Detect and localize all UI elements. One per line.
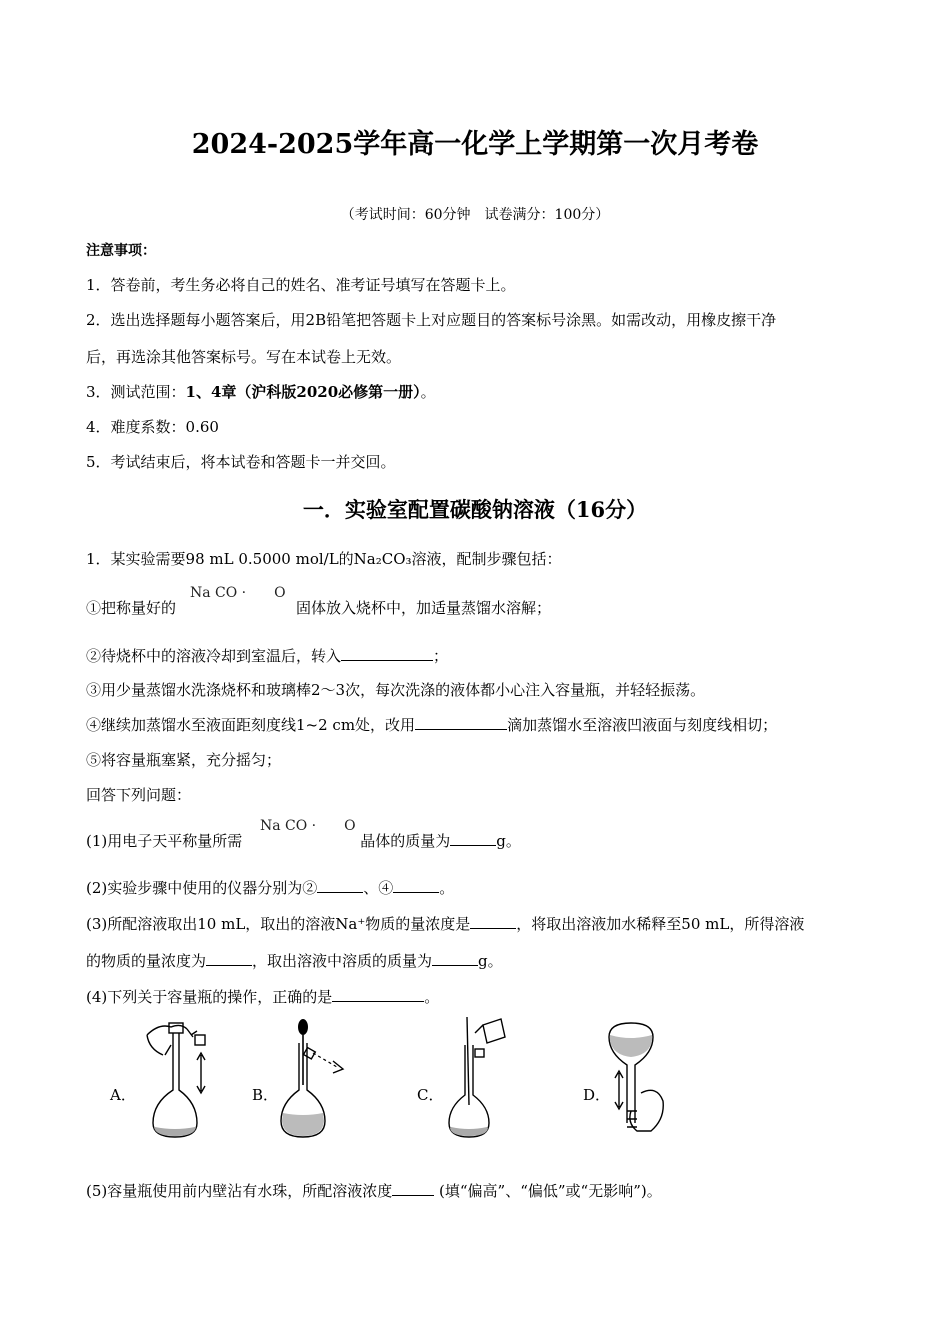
notice-3-label: 3．测试范围： <box>86 383 186 401</box>
part-2-blank-1[interactable] <box>317 878 363 893</box>
step-1-text-a: ①把称量好的 <box>86 599 177 617</box>
part-2-end: 。 <box>439 879 455 897</box>
q1-step-2 <box>86 645 448 666</box>
notice-2a: 2．选出选择题每小题答案后，用2B铅笔把答题卡上对应题目的答案标号涂黑。如需改动，用橡皮擦干净 <box>86 311 777 329</box>
part-1-text-a: (1)用电子天平称量所需 <box>86 832 243 850</box>
step-2-text: ②待烧杯中的溶液冷却到室温后，转入 <box>86 647 342 665</box>
part-5-text-b: (填“偏高”、“偏低”或“无影响”)。 <box>434 1182 662 1200</box>
notice-3-range: 1、4章（沪科版2020必修第一册） <box>185 383 421 401</box>
flask-figure-a <box>135 1015 225 1140</box>
part-1-unit: g。 <box>496 832 521 850</box>
q1-part-3a <box>86 913 804 934</box>
step-2-end: ； <box>433 647 449 665</box>
step-4-text-b: 滴加蒸馏水至溶液凹液面与刻度线相切； <box>507 716 778 734</box>
step-1-text-b: 固体放入烧杯中，加适量蒸馏水溶解； <box>296 599 552 617</box>
part-3-blank-2[interactable] <box>206 951 252 966</box>
part-5-blank[interactable] <box>392 1181 434 1196</box>
q1-part-5 <box>86 1180 662 1201</box>
q1-step-1 <box>86 597 551 618</box>
q1-step-3: ③用少量蒸馏水洗涤烧杯和玻璃棒2～3次，每次洗涤的液体都小心注入容量瓶，并轻轻振荡。 <box>86 681 706 699</box>
formula-na2co3-hydrate-1: Na CO · O <box>190 585 286 601</box>
part-3-text-c: 的物质的量浓度为 <box>86 952 207 970</box>
option-b-label: B． <box>252 1086 279 1104</box>
part-3-text-b: ，将取出溶液加水稀释至50 mL，所得溶液 <box>516 915 805 933</box>
page-title: 2024-2025学年高一化学上学期第一次月考卷 <box>191 129 759 160</box>
notice-1: 1．答卷前，考生务必将自己的姓名、准考证号填写在答题卡上。 <box>86 276 516 294</box>
part-4-text: (4)下列关于容量瓶的操作，正确的是 <box>86 988 333 1006</box>
part-2-blank-2[interactable] <box>393 878 439 893</box>
step-4-text-a: ④继续加蒸馏水至液面距刻度线1~2 cm处，改用 <box>86 716 416 734</box>
part-1-text-b: 晶体的质量为 <box>360 832 451 850</box>
step-2-blank[interactable] <box>341 646 433 661</box>
q1-answer-intro: 回答下列问题： <box>86 786 192 804</box>
flask-figure-d <box>605 1015 675 1140</box>
exam-info: （考试时间：60分钟 试卷满分：100分） <box>340 207 610 223</box>
q1-part-2 <box>86 877 454 898</box>
notice-3 <box>86 381 436 402</box>
part-2-text-b: 、④ <box>363 879 394 897</box>
notice-2b: 后，再选涂其他答案标号。写在本试卷上无效。 <box>86 348 402 366</box>
notice-4: 4．难度系数：0.60 <box>86 418 219 436</box>
step-4-blank[interactable] <box>415 715 507 730</box>
formula-na2co3-hydrate-2: Na CO · O <box>260 818 356 834</box>
part-1-blank[interactable] <box>450 831 496 846</box>
q1-part-3b <box>86 950 503 971</box>
q1-stem: 1．某实验需要98 mL 0.5000 mol/L的Na₂CO₃溶液，配制步骤包括： <box>86 550 562 568</box>
part-3-text-a: (3)所配溶液取出10 mL，取出的溶液Na⁺物质的量浓度是 <box>86 915 471 933</box>
part-4-blank[interactable] <box>332 987 424 1002</box>
notice-heading: 注意事项： <box>86 243 156 259</box>
notice-5: 5．考试结束后，将本试卷和答题卡一并交回。 <box>86 453 396 471</box>
option-c-label: C． <box>417 1086 444 1104</box>
part-3-blank-3[interactable] <box>432 951 478 966</box>
flask-figure-b <box>275 1015 355 1140</box>
part-4-end: 。 <box>424 988 440 1006</box>
part-3-blank-1[interactable] <box>470 914 516 929</box>
part-3-unit: g。 <box>478 952 503 970</box>
q1-part-4 <box>86 986 439 1007</box>
flask-figure-c <box>445 1015 525 1140</box>
part-2-text-a: (2)实验步骤中使用的仪器分别为② <box>86 879 318 897</box>
q1-part-1 <box>86 830 521 851</box>
q1-step-4 <box>86 714 777 735</box>
option-d-label: D． <box>583 1086 611 1104</box>
q1-step-5: ⑤将容量瓶塞紧，充分摇匀； <box>86 751 282 769</box>
part-3-text-d: ，取出溶液中溶质的质量为 <box>252 952 433 970</box>
section-title: 一．实验室配置碳酸钠溶液（16分） <box>302 497 648 522</box>
option-a-label: A． <box>110 1086 136 1104</box>
notice-3-end: 。 <box>420 383 436 401</box>
part-5-text-a: (5)容量瓶使用前内壁沾有水珠，所配溶液浓度 <box>86 1182 393 1200</box>
